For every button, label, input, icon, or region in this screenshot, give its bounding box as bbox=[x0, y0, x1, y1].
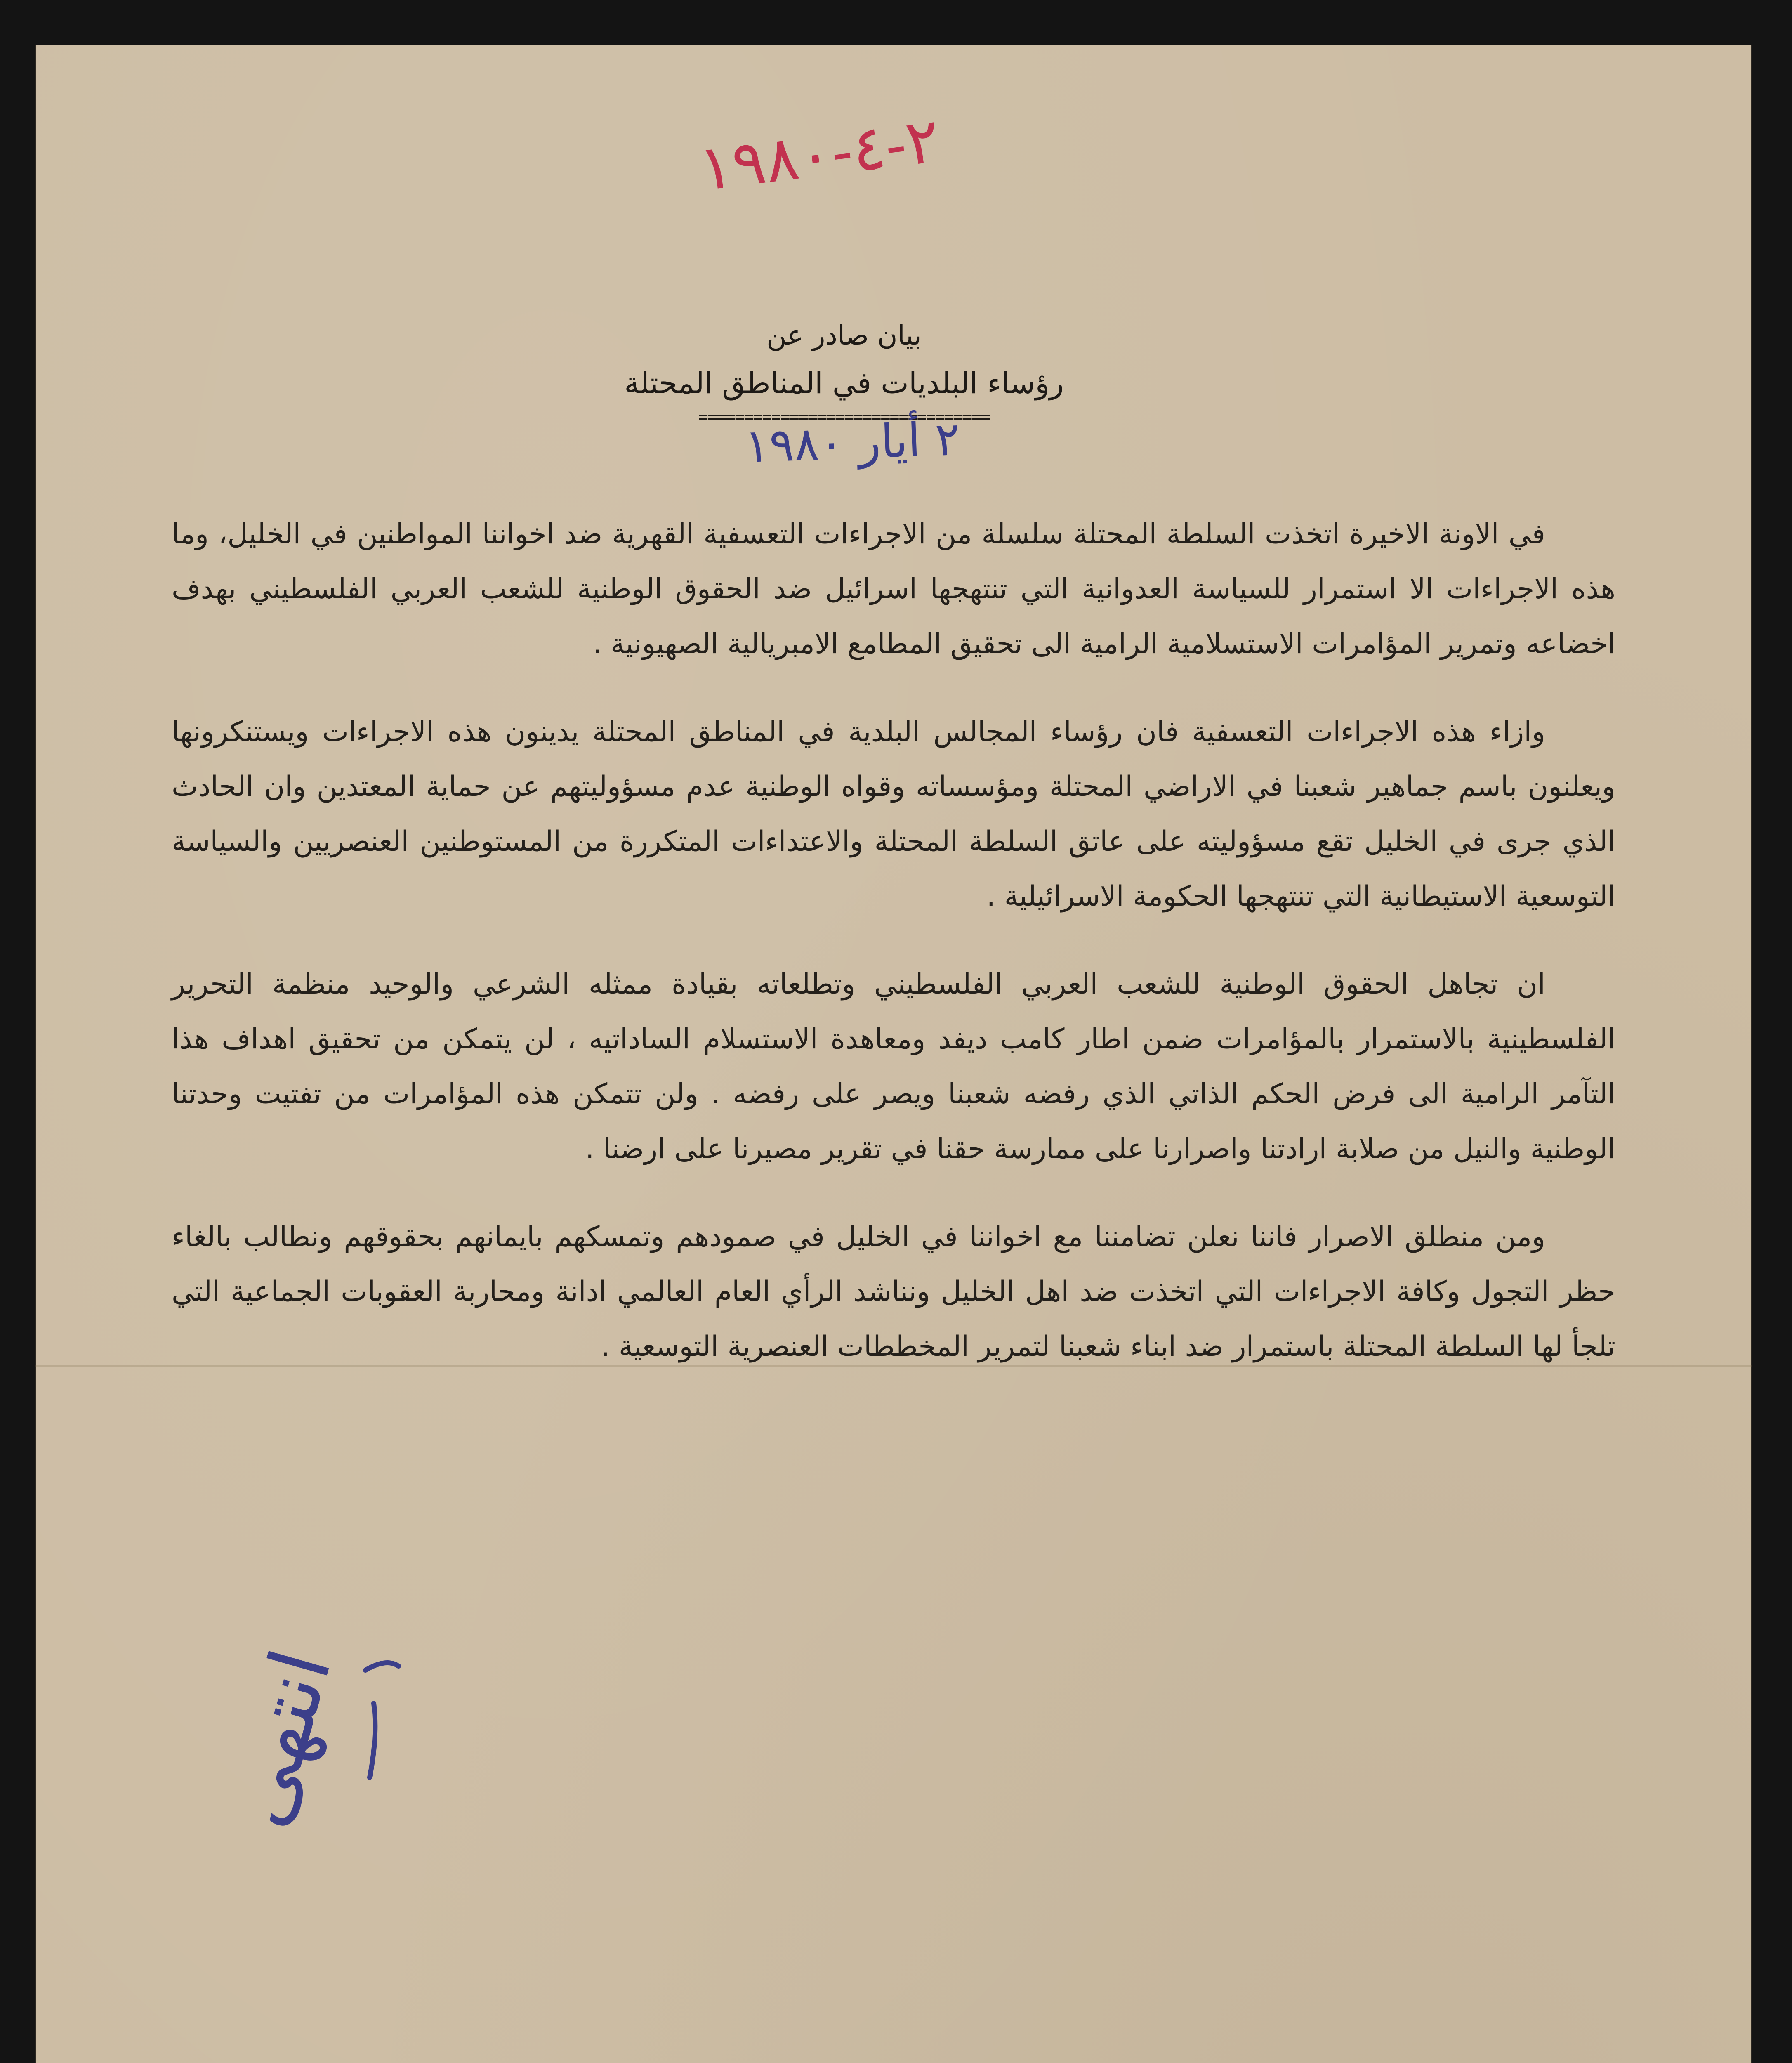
handwritten-signature: انتهى bbox=[209, 1640, 350, 1837]
statement-body bbox=[172, 507, 1615, 1407]
document-header bbox=[448, 313, 1240, 427]
paragraph-2: وازاء هذه الاجراءات التعسفية فان رؤساء المجالس البلدية في المناطق المحتلة يدينون هذه الاجراءات ويستنكرونها ويعلنون باسم جماهير شعبنا في الاراضي المحتلة ومؤسساته وقواه الوطنية عدم مسؤوليتهم عن حماية المعتدين وان الحادث الذي جرى في الخليل تقع مسؤوليته على عاتق السلطة المحتلة والاعتداءات المتكررة من المستوطنين العنصريين والسياسة التوسعية الاستيطانية التي تنتهجها الحكومة الاسرائيلية . bbox=[172, 715, 1615, 913]
header-divider-rule: ================================ bbox=[698, 408, 990, 427]
handwritten-date-top: ٢-٤-١٩٨٠ bbox=[695, 104, 943, 205]
header-title-line1: بيان صادر عن bbox=[766, 319, 922, 351]
document-page bbox=[35, 45, 1752, 2063]
paragraph-1: في الاونة الاخيرة اتخذت السلطة المحتلة سلسلة من الاجراءات التعسفية القهرية ضد اخواننا المواطنين في الخليل، وما هذه الاجراءات الا استمرار للسياسة العدوانية التي تنتهجها اسرائيل ضد الحقوق الوطنية للشعب العربي الفلسطيني بهدف اخضاعه وتمرير المؤامرات الاستسلامية الرامية الى تحقيق المطامع الامبريالية الصهيونية . bbox=[172, 518, 1615, 660]
paragraph-3: ان تجاهل الحقوق الوطنية للشعب العربي الفلسطيني وتطلعاته بقيادة ممثله الشرعي والوحيد منظمة التحرير الفلسطينية بالاستمرار بالمؤامرات ضمن اطار كامب ديفد ومعاهدة الاستسلام الساداتيه ، لن يتمكن من تحقيق اهداف هذا التآمر الرامية الى فرض الحكم الذاتي الذي رفضه شعبنا ويصر على رفضه . ولن تتمكن هذه المؤامرات من تفتيت وحدتنا الوطنية والنيل من صلابة ارادتنا واصرارنا على ممارسة حقنا في تقرير مصيرنا على ارضنا . bbox=[172, 968, 1615, 1165]
paragraph-4: ومن منطلق الاصرار فاننا نعلن تضامننا مع اخواننا في الخليل في صمودهم وتمسكهم بايمانهم بحقوقهم ونطالب بالغاء حظر التجول وكافة الاجراءات التي اتخذت ضد اهل الخليل ونناشد الرأي العام العالمي ادانة ومحاربة العقوبات الجماعية التي تلجأ لها السلطة المحتلة باستمرار ضد ابناء شعبنا لتمرير المخططات العنصرية التوسعية . bbox=[172, 1220, 1615, 1363]
signature-flourish-icon bbox=[349, 1654, 415, 1794]
header-title-line2: رؤساء البلديات في المناطق المحتلة bbox=[624, 366, 1064, 400]
handwritten-date: ٢ أيار ١٩٨٠ bbox=[743, 412, 961, 474]
